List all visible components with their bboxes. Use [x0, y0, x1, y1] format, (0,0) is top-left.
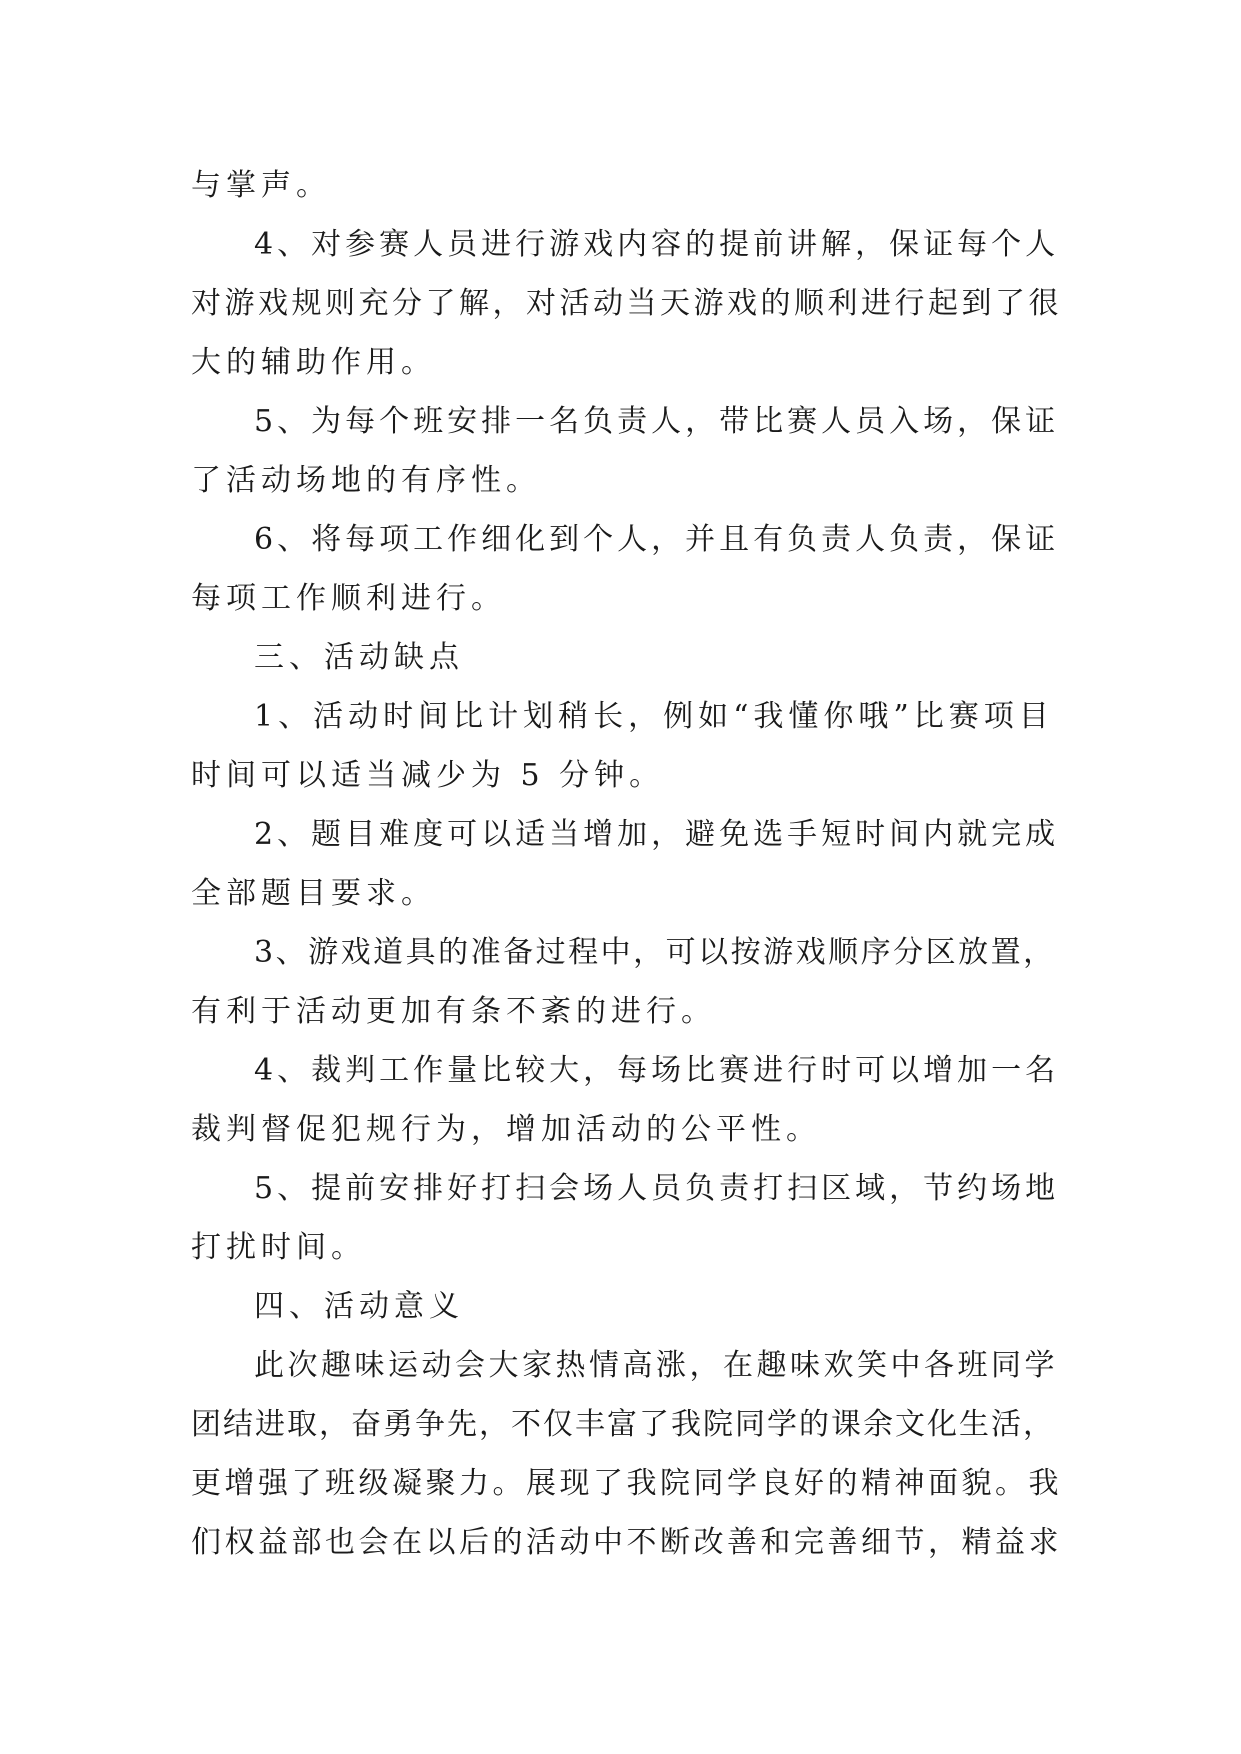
text-line: 团结进取，奋勇争先，不仅丰富了我院同学的课余文化生活，	[191, 1407, 1055, 1442]
text-line: 与掌声。	[191, 168, 331, 203]
text-line: 3、游戏道具的准备过程中，可以按游戏顺序分区放置，	[254, 935, 1056, 970]
text-line: 大的辅助作用。	[191, 345, 436, 380]
text-line: 裁判督促犯规行为，增加活动的公平性。	[191, 1112, 821, 1147]
text-line: 打扰时间。	[191, 1230, 366, 1265]
section-heading: 三、活动缺点	[254, 640, 464, 675]
text-line: 有利于活动更加有条不紊的进行。	[191, 994, 716, 1029]
text-line: 更增强了班级凝聚力。展现了我院同学良好的精神面貌。我	[191, 1466, 1062, 1501]
text-line: 们权益部也会在以后的活动中不断改善和完善细节，精益求	[191, 1525, 1062, 1560]
text-line: 此次趣味运动会大家热情高涨，在趣味欢笑中各班同学	[254, 1348, 1058, 1383]
text-line: 4、裁判工作量比较大，每场比赛进行时可以增加一名	[254, 1053, 1060, 1088]
text-line: 了活动场地的有序性。	[191, 463, 541, 498]
text-line: 5、为每个班安排一名负责人，带比赛人员入场，保证	[254, 404, 1060, 439]
text-line: 每项工作顺利进行。	[191, 581, 506, 616]
text-line: 5、提前安排好打扫会场人员负责打扫区域，节约场地	[254, 1171, 1060, 1206]
text-line: 6、将每项工作细化到个人，并且有负责人负责，保证	[254, 522, 1060, 557]
text-line: 2、题目难度可以适当增加，避免选手短时间内就完成	[254, 817, 1060, 852]
text-line: 时间可以适当减少为 5 分钟。	[191, 758, 665, 793]
text-line: 对游戏规则充分了解，对活动当天游戏的顺利进行起到了很	[191, 286, 1062, 321]
text-line: 1、活动时间比计划稍长，例如“我懂你哦”比赛项目	[254, 699, 1054, 734]
text-line: 4、对参赛人员进行游戏内容的提前讲解，保证每个人	[254, 227, 1060, 262]
text-line: 全部题目要求。	[191, 876, 436, 911]
section-heading: 四、活动意义	[254, 1289, 464, 1324]
